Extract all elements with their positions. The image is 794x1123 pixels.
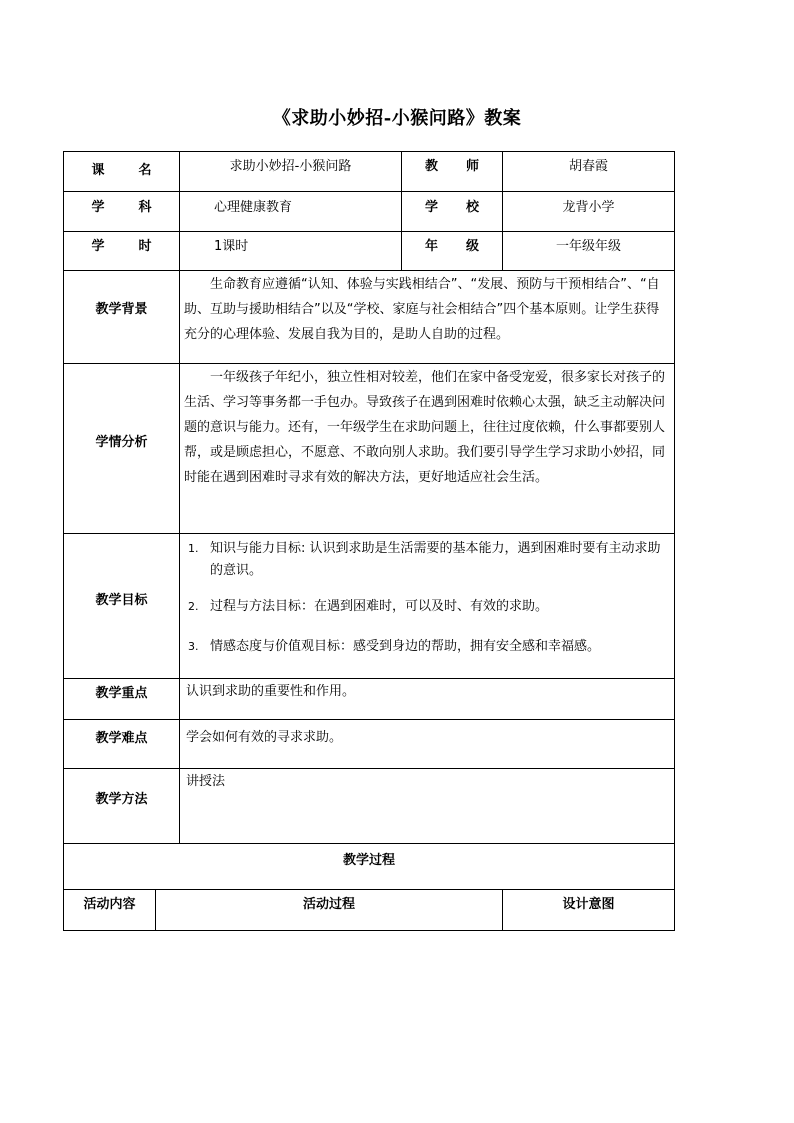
analysis-text: 一年级孩子年纪小，独立性相对较差，他们在家中备受宠爱，很多家长对孩子的生活、学习等事务都一手包办。导致孩子在遇到困难时依赖心太强，缺乏主动解决问题的意识与能力。还有，一年级学生在求助问题上，往往过度依赖，什么事都要别人帮，或是顾虑担心，不愿意、不敢向别人求助。我们要引导学生学习求助小妙招，同时能在遇到困难时寻求有效的解决方法，更好地适应社会生活。 xyxy=(184,370,666,485)
document-title: 《求助小妙招-小猴问路》教案 xyxy=(272,108,522,129)
difficulty-text: 学会如何有效的寻求求助。 xyxy=(186,730,343,745)
hours-value: 1课时 xyxy=(214,239,249,254)
course-label: 课 名 xyxy=(91,163,152,178)
column-activity-content: 活动内容 xyxy=(83,897,136,912)
background-text: 生命教育应遵循“认知、体验与实践相结合”、“发展、预防与干预相结合”、“自助、互助与援助相结合”以及“学校、家庭与社会相结合”四个基本原则。让学生获得充分的心理体验、发展自我为目的，是助人自助的过程。 xyxy=(184,277,660,342)
background-label: 教学背景 xyxy=(95,302,148,317)
difficulty-label: 教学难点 xyxy=(95,731,148,746)
key-point-label: 教学重点 xyxy=(95,686,148,701)
course-name-value: 求助小妙招-小猴问路 xyxy=(229,159,352,174)
teacher-value: 胡春霞 xyxy=(568,159,608,174)
column-activity-process: 活动过程 xyxy=(302,897,355,912)
method-text: 讲授法 xyxy=(186,774,226,789)
goal-item: 3. 情感态度与价值观目标：感受到身边的帮助，拥有安全感和幸福感。 xyxy=(188,639,601,654)
key-point-text: 认识到求助的重要性和作用。 xyxy=(186,684,356,699)
school-value: 龙背小学 xyxy=(562,200,615,215)
subject-value: 心理健康教育 xyxy=(214,200,293,215)
analysis-label: 学情分析 xyxy=(95,435,148,450)
subject-label: 学 科 xyxy=(91,200,152,215)
method-label: 教学方法 xyxy=(95,792,148,807)
school-label: 学 校 xyxy=(424,200,480,215)
goal-item: 1. 知识与能力目标: 认识到求助是生活需要的基本能力，遇到困难时要有主动求助的意识。 xyxy=(188,541,661,578)
grade-value: 一年级年级 xyxy=(555,239,621,254)
grade-label: 年 级 xyxy=(424,239,480,254)
hours-label: 学 时 xyxy=(91,239,152,254)
teacher-label: 教 师 xyxy=(424,159,480,174)
goal-item: 2. 过程与方法目标：在遇到困难时，可以及时、有效的求助。 xyxy=(188,599,549,614)
goals-label: 教学目标 xyxy=(95,593,148,608)
goals-list xyxy=(184,538,672,658)
column-design-intent: 设计意图 xyxy=(562,897,615,912)
process-header: 教学过程 xyxy=(342,853,395,868)
